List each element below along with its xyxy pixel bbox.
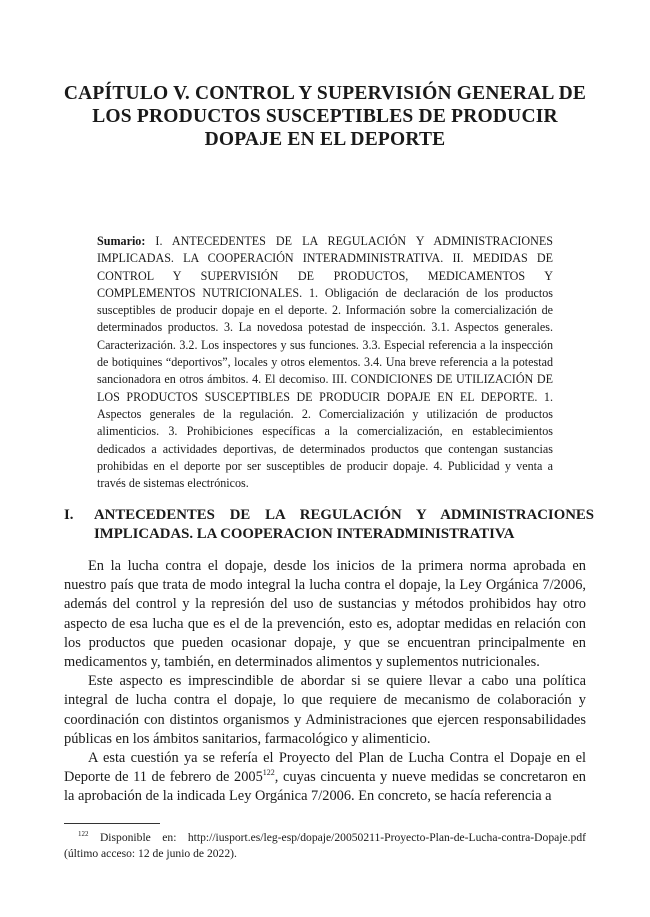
paragraph-1: En la lucha contra el dopaje, desde los inicios de la primera norma aprobada en nuestro país que trata de modo integral la lucha contra el dopaje, la Ley Orgánica 7/2006, además del control y la represión del uso de sustancias y métodos prohibidos hay otro aspecto de esa lucha que es el de la prevención, esto es, adoptar medidas en relación con los productos que pueden ocasionar dopaje, y que se encuentran principalmente en medicamentos y, también, en determinados alimentos y suplementos nutricionales. (64, 558, 586, 671)
paragraph-2: Este aspecto es imprescindible de abordar si se quiere llevar a cabo una política integral de lucha contra el dopaje, lo que requiere de mecanismo de colaboración y coordinación con distintos organismos y Administraciones que ejercen responsabilidades públicas en los ámbitos sanitarios, farmacológico y alimenticio. (64, 673, 586, 747)
footnote-ref[interactable]: 122 (262, 768, 275, 778)
section-title-line1: ANTECEDENTES DE LA REGULACIÓN Y ADMINISTRACIONES (94, 507, 594, 523)
chapter-title: CAPÍTULO V. CONTROL Y SUPERVISIÓN GENERAL DE LOS PRODUCTOS SUSCEPTIBLES DE PRODUCIR DOPAJE EN EL DEPORTE (63, 83, 587, 150)
section-heading (64, 506, 594, 544)
footnote-number: 122 (78, 830, 89, 839)
section-title-line2: IMPLICADAS. LA COOPERACION INTERADMINISTRATIVA (94, 526, 515, 542)
summary-label: Sumario: (97, 234, 146, 248)
footnote (64, 830, 586, 862)
paragraph-3-text-b: , cuyas cincuenta y nueve medidas se concretaron en la aprobación de la indicada Ley Orgánica 7/2006. En concreto, se hacía referencia a (64, 769, 586, 805)
body-text (64, 557, 586, 807)
paragraph-3 (64, 749, 586, 807)
summary-text: I. ANTECEDENTES DE LA REGULACIÓN Y ADMINISTRACIONES IMPLICADAS. LA COOPERACIÓN INTERADMINISTRATIVA. II. MEDIDAS DE CONTROL Y SUPERVISIÓN DE PRODUCTOS, MEDICAMENTOS Y COMPLEMENTOS NUTRICIONALES. 1. Obligación de declaración de los productos susceptibles de producir dopaje en el deporte. 2. Información sobre la comercialización de determinados productos. 3. La novedosa potestad de inspección. 3.1. Aspectos generales. Caracterización. 3.2. Los inspectores y sus funciones. 3.3. Especial referencia a la inspección de botiquines “deportivos”, locales y otros elementos. 3.4. Una breve referencia a la potestad sancionadora en otros ámbitos. 4. El decomiso. III. CONDICIONES DE UTILIZACIÓN DE LOS PRODUCTOS SUSCEPTIBLES DE PRODUCIR DOPAJE EN EL DEPORTE. 1. Aspectos generales de la regulación. 2. Comercialización y utilización de productos alimenticios. 3. Prohibiciones específicas a la comercialización, en establecimientos dedicados a actividades deportivas, de determinados productos que contengan sustancias prohibidas en el deporte por ser susceptibles de producir dopaje. 4. Publicidad y venta a través de sistemas electrónicos. (97, 234, 553, 491)
section-number: I. (64, 507, 74, 523)
footnote-text: Disponible en: http://iusport.es/leg-esp/dopaje/20050211-Proyecto-Plan-de-Lucha-contra-Dopaje.pdf (último acceso: 12 de junio de 2022). (64, 831, 586, 860)
summary (97, 233, 553, 492)
footnote-divider (64, 823, 160, 824)
paragraph-3-text-a: A esta cuestión ya se refería el Proyecto del Plan de Lucha Contra el Dopaje en el Deporte de 11 de febrero de 2005 (64, 750, 586, 786)
